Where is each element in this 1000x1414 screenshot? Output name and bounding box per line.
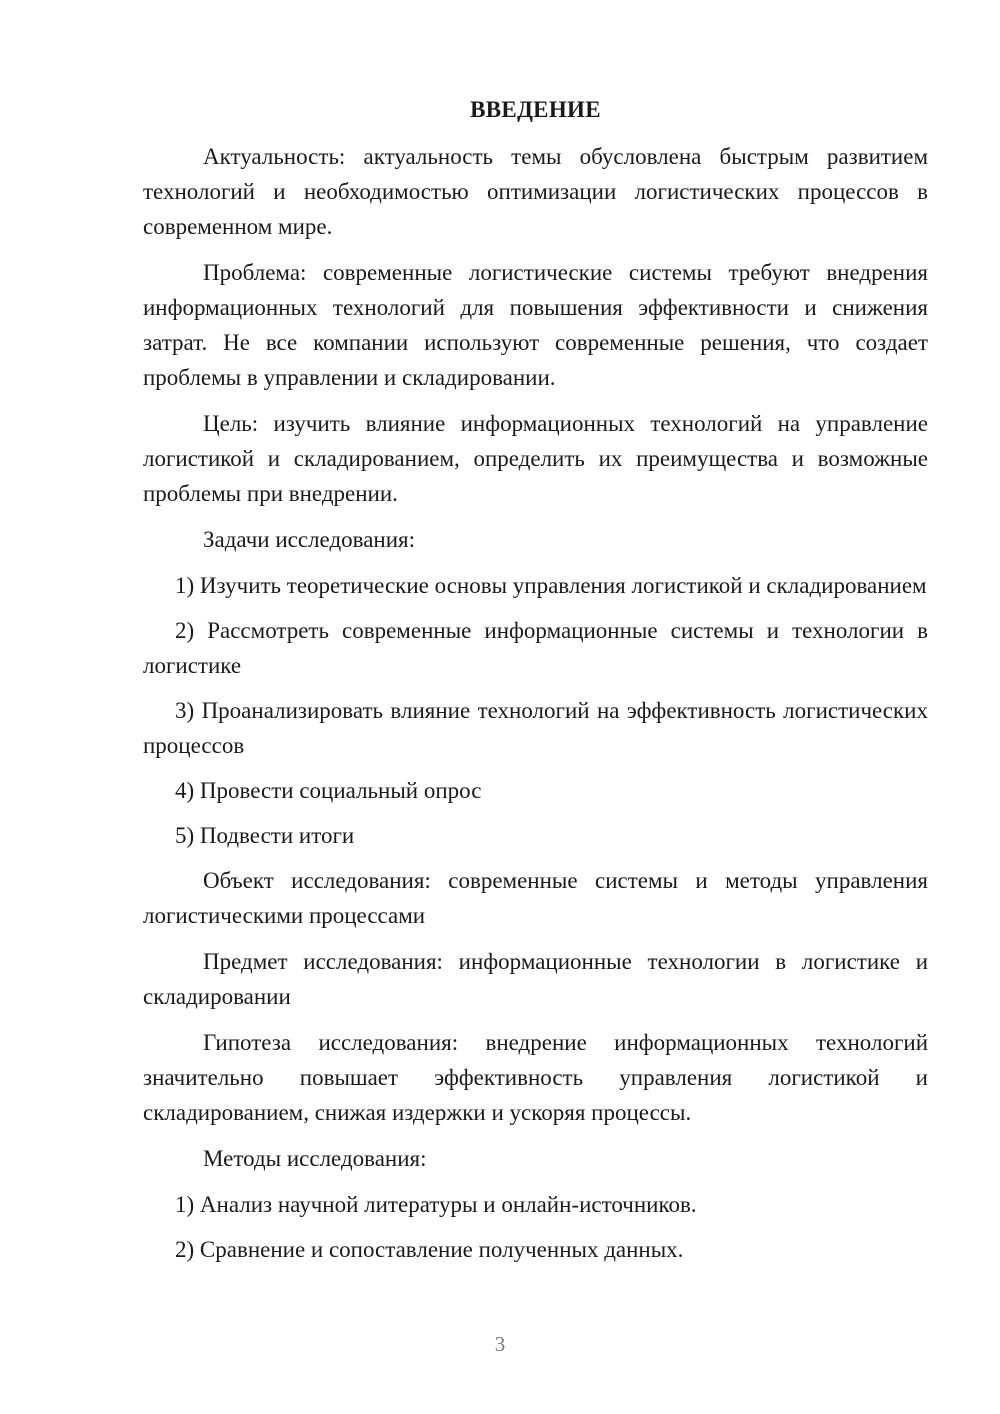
methods-heading: Методы исследования: — [203, 1146, 427, 1171]
tasks-heading: Задачи исследования: — [203, 527, 416, 552]
relevance-paragraph: Актуальность: актуальность темы обусловлена быстрым развитием технологий и необходимостью оптимизации логистических процессов в современном мире. — [143, 144, 928, 239]
task-item-1: 1) Изучить теоретические основы управления логистикой и складированием — [175, 573, 927, 598]
task-item-4: 4) Провести социальный опрос — [175, 778, 482, 803]
page-content — [143, 95, 928, 1277]
problem-paragraph: Проблема: современные логистические системы требуют внедрения информационных технологий для повышения эффективности и снижения затрат. Не все компании используют современные решения, что создает проблемы в управлении и складировании. — [143, 260, 928, 390]
section-title: ВВЕДЕНИЕ — [470, 97, 601, 122]
object-paragraph: Объект исследования: современные системы и методы управления логистическими процессами — [143, 868, 928, 928]
task-item-3: 3) Проанализировать влияние технологий на эффективность логистических процессов — [143, 698, 928, 758]
task-item-5: 5) Подвести итоги — [175, 823, 355, 848]
method-item-1: 1) Анализ научной литературы и онлайн-источников. — [175, 1192, 697, 1217]
goal-paragraph: Цель: изучить влияние информационных технологий на управление логистикой и складированием, определить их преимущества и возможные проблемы при внедрении. — [143, 411, 928, 506]
hypothesis-paragraph: Гипотеза исследования: внедрение информационных технологий значительно повышает эффективность управления логистикой и складированием, снижая издержки и ускоряя процессы. — [143, 1030, 928, 1125]
method-item-2: 2) Сравнение и сопоставление полученных данных. — [175, 1237, 684, 1262]
page-number: 3 — [494, 1332, 506, 1356]
task-item-2: 2) Рассмотреть современные информационные системы и технологии в логистике — [143, 618, 928, 678]
subject-paragraph: Предмет исследования: информационные технологии в логистике и складировании — [143, 949, 928, 1009]
